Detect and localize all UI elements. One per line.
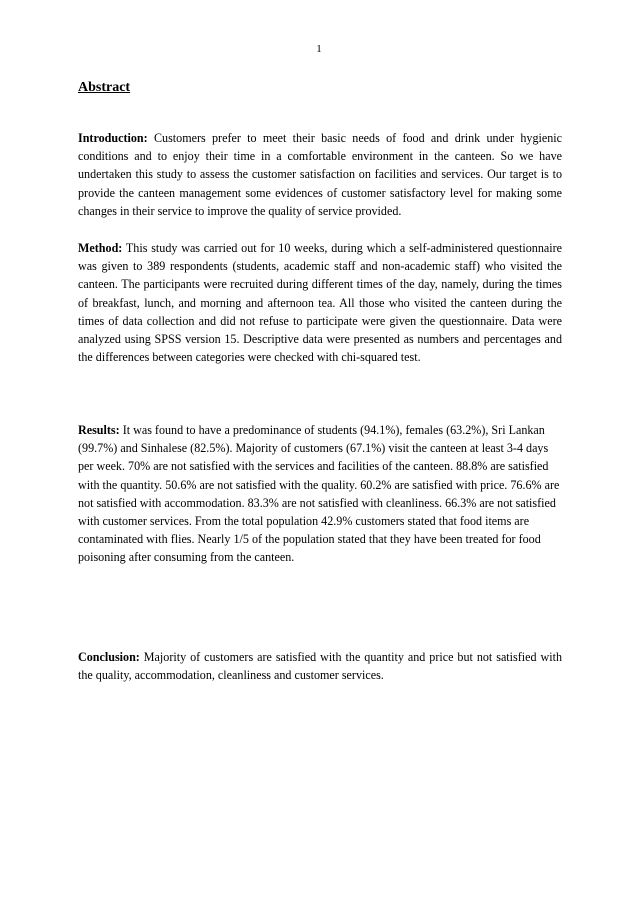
results-label: Results: xyxy=(78,423,120,437)
method-label: Method: xyxy=(78,241,123,255)
results-paragraph xyxy=(78,421,562,567)
introduction-paragraph xyxy=(78,129,562,220)
results-text: It was found to have a predominance of students (94.1%), females (63.2%), Sri Lankan (99.7%) and Sinhalese (82.5%). Majority of customers (67.1%) visit the canteen at least 3-4 days per week. 70% are not satisfied with the services and facilities of the canteen. 88.8% are satisfied with the quantity. 50.6% are not satisfied with the quality. 60.2% are satisfied with price. 76.6% are not satisfied with accommodation. 83.3% are not satisfied with cleanliness. 66.3% are not satisfied with customer services. From the total population 42.9% customers stated that food items are contaminated with flies. Nearly 1/5 of the population stated that they have been treated for food poisoning after consuming from the canteen. xyxy=(78,423,560,565)
introduction-text: Customers prefer to meet their basic needs of food and drink under hygienic conditions and to enjoy their time in a comfortable environment in the canteen. So we have undertaken this study to assess the customer satisfaction on facilities and services. Our target is to provide the canteen management some evidences of customer satisfactory level for making some changes in their service to improve the quality of service provided. xyxy=(78,131,562,218)
abstract-heading: Abstract xyxy=(78,80,131,95)
conclusion-label: Conclusion: xyxy=(78,650,140,664)
page-number: 1 xyxy=(316,43,322,55)
conclusion-text: Majority of customers are satisfied with the quantity and price but not satisfied with the quality, accommodation, cleanliness and customer services. xyxy=(78,650,562,683)
conclusion-paragraph xyxy=(78,648,562,684)
method-text: This study was carried out for 10 weeks, during which a self-administered questionnaire was given to 389 respondents (students, academic staff and non-academic staff) who visited the canteen. The participants were recruited during different times of the day, namely, during the times of breakfast, lunch, and morning and afternoon tea. All those who visited the canteen during the times of data collection and did not refuse to participate were given the questionnaire. Data were analyzed using SPSS version 15. Descriptive data were presented as numbers and percentages and the differences between categories were checked with chi-squared test. xyxy=(78,241,562,365)
method-paragraph xyxy=(78,239,562,366)
introduction-label: Introduction: xyxy=(78,131,148,145)
